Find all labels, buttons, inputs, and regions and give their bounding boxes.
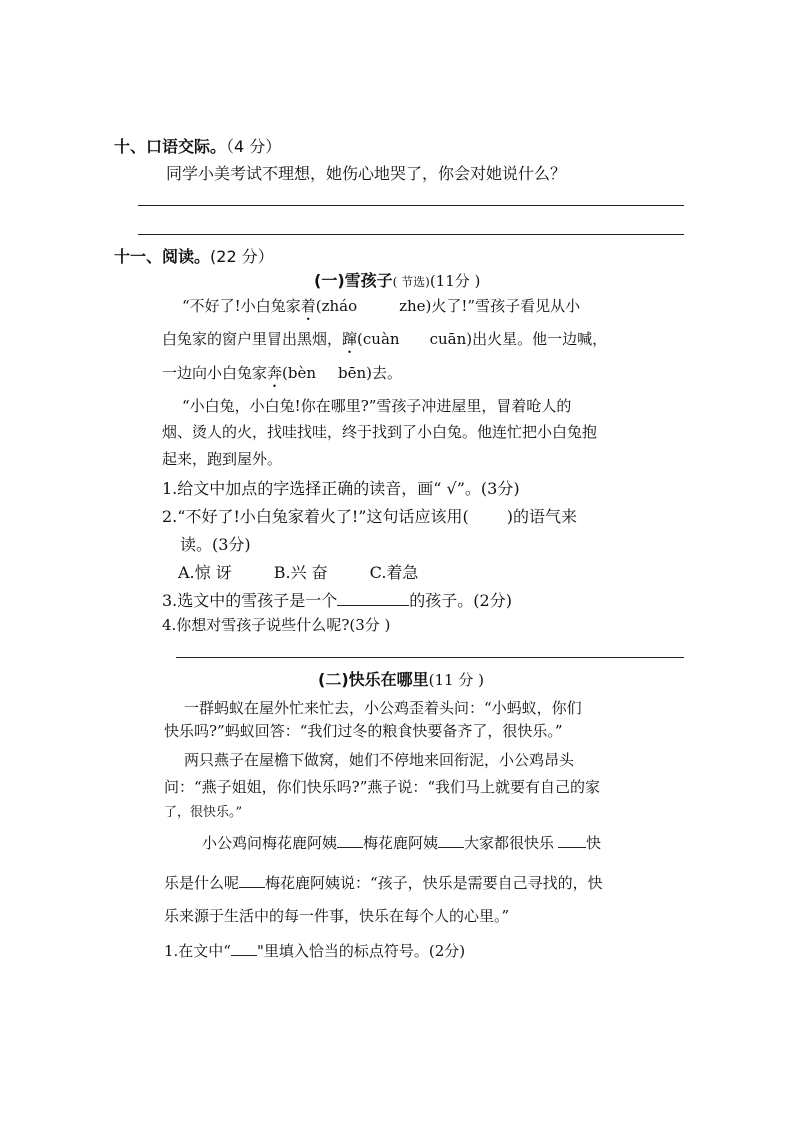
part-2-heading <box>318 667 484 690</box>
option-c[interactable]: C.着急 <box>369 563 419 582</box>
question-4: 4.你想对雪孩子说些什么呢?(3分 ) <box>162 616 391 634</box>
passage-1-line <box>162 362 402 383</box>
option-b[interactable]: B.兴 奋 <box>273 563 328 582</box>
passage-3-line: 快乐吗?”蚂蚁回答：“我们过冬的粮食快要备齐了，很快乐。” <box>164 722 563 740</box>
text-run: 3.选文中的雪孩子是一个 <box>162 591 338 610</box>
passage-2-line: “小白兔，小白兔!你在哪里?”雪孩子冲进屋里，冒着呛人的 <box>182 397 572 415</box>
part-2-points: (11 分 ) <box>428 671 484 689</box>
text-run: 小公鸡问梅花鹿阿姨 <box>202 834 338 852</box>
text-run: "里填入恰当的标点符号。(2分) <box>256 942 466 960</box>
text-run: 一边向小白兔家 <box>162 364 268 382</box>
answer-blank[interactable] <box>239 873 265 888</box>
dotted-char: 奔 <box>267 364 283 382</box>
question-1: 1.给文中加点的字选择正确的读音，画“ √”。(3分) <box>162 479 520 498</box>
text-run: 的孩子。(2分) <box>409 591 512 610</box>
text-run: 大家都很快乐 <box>464 834 555 852</box>
question-2-options <box>178 560 418 583</box>
text-run: zhe)火了!”雪孩子看见从小 <box>399 297 581 315</box>
text-run: 梅花鹿阿姨 <box>363 834 439 852</box>
section-10-points: （4 分） <box>226 137 282 156</box>
option-a[interactable]: A.惊 讶 <box>178 563 232 582</box>
answer-blank[interactable] <box>337 591 409 606</box>
section-11-title: 十一、阅读。 <box>114 247 211 266</box>
text-run: 快 <box>586 834 602 852</box>
passage-5-line <box>164 872 603 893</box>
answer-blank[interactable] <box>231 941 257 956</box>
part-1-excerpt: ( 节选) <box>392 275 430 289</box>
section-10-heading <box>114 134 281 157</box>
text-run: )的语气来 <box>506 507 577 526</box>
passage-1-line <box>162 328 607 349</box>
text-run: cuān)出火星。他一边喊， <box>429 330 608 348</box>
part-1-points: (11分 ) <box>429 272 481 290</box>
passage-4-line: 两只燕子在屋檐下做窝，她们不停地来回衔泥，小公鸡昂头 <box>184 751 575 769</box>
part-1-heading <box>314 268 480 291</box>
dotted-char: 着 <box>300 297 316 315</box>
answer-blank[interactable] <box>438 833 464 848</box>
text-run: 梅花鹿阿姨说：“孩子，快乐是需要自己寻找的，快 <box>265 874 603 892</box>
passage-2-line: 起来，跑到屋外。 <box>162 450 283 468</box>
text-run: 1.在文中“ <box>164 942 231 960</box>
section-11-heading <box>114 244 274 267</box>
section-11-points: (22 分） <box>210 247 274 266</box>
text-run: 白兔家的窗户里冒出黑烟， <box>162 330 343 348</box>
part-2-title: (二)快乐在哪里 <box>318 670 429 689</box>
passage-5-line <box>202 832 601 853</box>
passage-1-line <box>182 295 580 316</box>
passage-3-line: 一群蚂蚁在屋外忙来忙去，小公鸡歪着头问：“小蚂蚁，你们 <box>184 699 582 717</box>
answer-line <box>138 234 684 235</box>
answer-blank[interactable] <box>337 833 363 848</box>
answer-line <box>176 657 684 658</box>
answer-line <box>138 205 684 206</box>
part-2-question-1 <box>164 940 465 961</box>
pinyin-option: (cuàn <box>357 330 400 348</box>
question-3 <box>162 588 512 611</box>
text-run: “不好了!小白兔家 <box>182 297 301 315</box>
passage-5-line: 乐来源于生活中的每一件事，快乐在每个人的心里。” <box>164 907 510 925</box>
text-run: 2.“不好了!小白兔家着火了!”这句话应该用( <box>162 507 469 526</box>
section-10-title: 十、口语交际。 <box>114 137 227 156</box>
part-1-title: (一)雪孩子 <box>314 271 393 290</box>
pinyin-option: (zháo <box>315 297 358 315</box>
text-run: bēn)去。 <box>338 364 403 382</box>
dotted-char: 蹿 <box>342 330 358 348</box>
pinyin-option: (bèn <box>282 364 317 382</box>
passage-4-line: 问：“燕子姐姐，你们快乐吗?”燕子说：“我们马上就要有自己的家 <box>164 778 601 796</box>
passage-4-line: 了，很快乐。” <box>164 805 243 820</box>
answer-blank[interactable] <box>558 833 586 848</box>
question-2-cont: 读。(3分) <box>180 535 251 554</box>
section-10-question: 同学小美考试不理想，她伤心地哭了，你会对她说什么？ <box>166 164 567 183</box>
text-run: 乐是什么呢 <box>164 874 240 892</box>
question-2 <box>162 504 577 527</box>
passage-2-line: 烟、烫人的火，找哇找哇，终于找到了小白兔。他连忙把小白兔抱 <box>162 423 598 441</box>
